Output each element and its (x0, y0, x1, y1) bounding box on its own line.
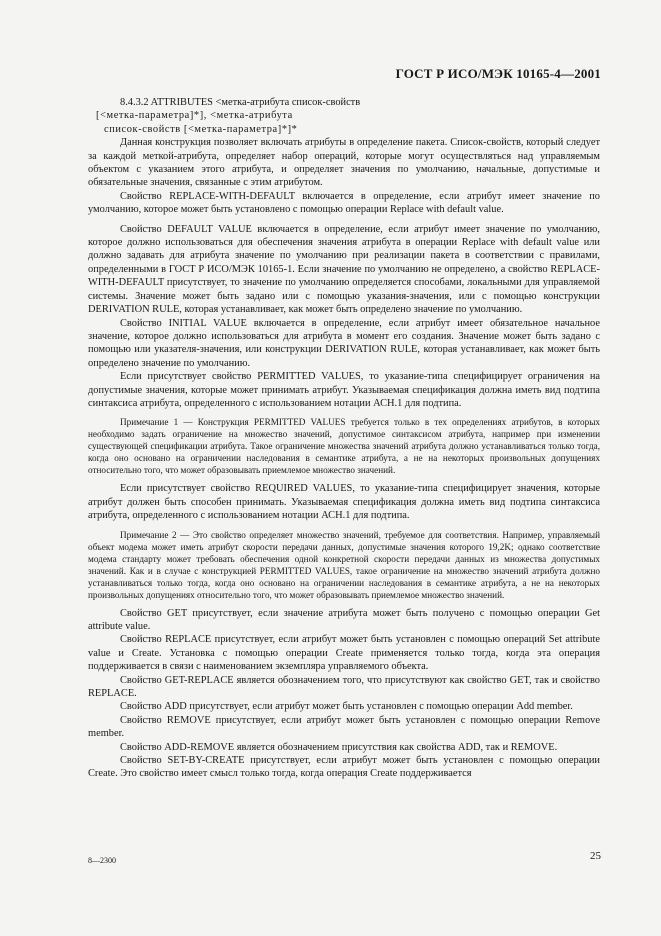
paragraph-remove: Свойство REMOVE присутствует, если атрибут может быть установлен с помощью операции Remove member. (88, 714, 600, 740)
paragraph-replace-with-default: Свойство REPLACE-WITH-DEFAULT включается в определение, если атрибут имеет значение по умолчанию, которое может быть установлено с помощью операции Replace with default value. (88, 190, 600, 216)
paragraph-add-remove: Свойство ADD-REMOVE является обозначением присутствия как свойства ADD, так и REMOVE. (120, 741, 558, 753)
paragraph-attributes-intro: Данная конструкция позволяет включать атрибуты в определение пакета. Список-свойств, который следует за каждой меткой-атрибута, определяет набор операций, которые могут осуществляться над управляемым объектом с указанием этого атрибута, и определяет значения по умолчанию, начальные, допустимые и обязательные значения, связанные с этим атрибутом. (88, 137, 600, 189)
paragraph-set-by-create: Свойство SET-BY-CREATE присутствует, если атрибут может быть установлен с помощью операции Create. Это свойство имеет смысл только тогда, когда операция Create поддерживается (88, 755, 600, 780)
section-title-line-2: [<метка-параметра]*], <метка-атрибута (96, 110, 293, 122)
paragraph-get: Свойство GET присутствует, если значение атрибута может быть получено с помощью операции Get attribute value. (88, 607, 600, 632)
section-title: 8.4.3.2 ATTRIBUTES <метка-атрибута список-свойств (120, 97, 361, 108)
note-1: Примечание 1 — Конструкция PERMITTED VALUES требуется только в тех определениях атрибутов, в которых необходимо задать ограничение на множество значений, допустимое синтаксисом атрибута, например при изменении существующей спецификации атрибута. Такое ограничение множества значений атрибута должно устанавливаться только тогда, когда оно основано на ограничении наследования в семантике атрибута, а не на некоторых произвольных допущениях относительно того, что может образовывать приемлемое множество значений. (88, 417, 600, 476)
paragraph-required-values: Если присутствует свойство REQUIRED VALUES, то указание-типа специфицирует значения, которые атрибут должен быть способен принимать. Указываемая спецификация должна иметь вид подтипа синтаксиса атрибута, определенного с использованием нотации АСН.1 для подтипа. (88, 483, 600, 522)
section-title-line-3: список-свойств [<метка-параметра]*]* (104, 123, 298, 135)
paragraph-permitted-values: Если присутствует свойство PERMITTED VALUES, то указание-типа специфицирует ограничения на допустимые значения, которые может принимать атрибут. Указываемая спецификация должна иметь вид подтипа синтаксиса атрибута, определенного с использованием нотации АСН.1 для подтипа. (88, 371, 600, 409)
note-2: Примечание 2 — Это свойство определяет множество значений, требуемое для соответствия. Например, управляемый объект модема может иметь атрибут скорости передачи данных, допустимые значения которого 19,2K; однако соответствие модема стандарту может требовать обеспечения одной конкретной скорости передачи данных из множества допустимых значений. Как и в случае с конструкцией PERMITTED VALUES, такое ограничение на множество значений атрибута должно устанавливаться только тогда, когда оно основано на ограничении наследования в семантике атрибута, а не на некоторых произвольных допущениях относительно того, что может образовывать приемлемое множество значений. (88, 529, 600, 600)
paragraph-replace: Свойство REPLACE присутствует, если атрибут может быть установлен с помощью операций Set attribute value и Create. Установка с помощью операции Create применяется только тогда, когда эта операция поддерживается в связи с наименованием экземпляра управляемого объекта. (88, 634, 600, 673)
paragraph-add: Свойство ADD присутствует, если атрибут может быть установлен с помощью операции Add member. (120, 701, 573, 713)
paragraph-get-replace: Свойство GET-REPLACE является обозначением того, что присутствуют как свойство GET, так и свойство REPLACE. (88, 674, 600, 699)
page-number: 25 (590, 850, 601, 862)
paragraph-default-value: Свойство DEFAULT VALUE включается в определение, если атрибут имеет значение по умолчанию, которое должно использоваться для обеспечения значения атрибута в операции Replace with default value или должно задавать для атрибута значение по умолчанию при реализации пакета в соответствии с правилами, определенными в ГОСТ Р ИСО/МЭК 10165-1. Если значение по умолчанию не определено, а свойство REPLACE-WITH-DEFAULT присутствует, то значение по умолчанию определяется способами, локальными для управляемой системы. Значение может быть задано или с помощью указания-значения, или с помощью конструкции DERIVATION RULE, которая устанавливает, как может быть определено значение по умолчанию. (88, 223, 600, 316)
standard-header: ГОСТ Р ИСО/МЭК 10165-4—2001 (395, 66, 601, 81)
page-content (88, 96, 600, 781)
paragraph-initial-value: Свойство INITIAL VALUE включается в определение, если атрибут имеет обязательное начальное значение, которое должно использоваться для атрибута в момент его создания. Значение может быть задано с помощью или указателя-значения, или конструкции DERIVATION RULE, которая устанавливает, как может быть определено значение по умолчанию. (88, 317, 600, 369)
sheet-mark: 8—2300 (88, 856, 116, 865)
